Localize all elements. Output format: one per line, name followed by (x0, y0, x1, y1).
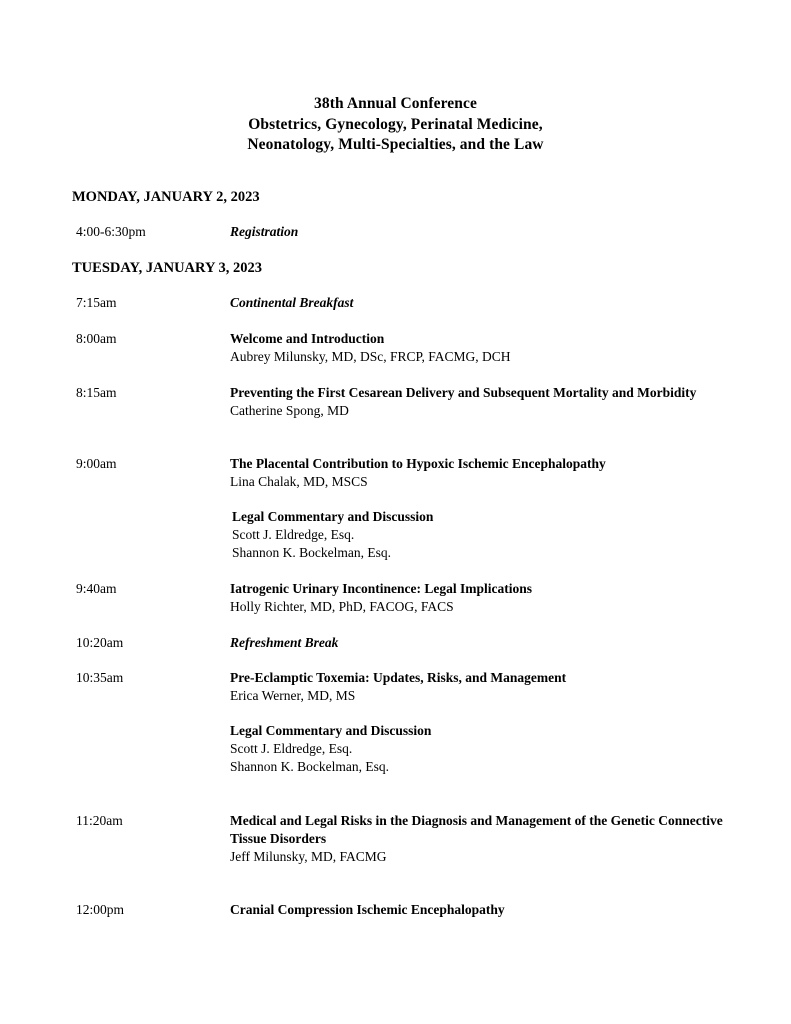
document-title-block (0, 94, 791, 156)
agenda-entry-speaker: Scott J. Eldredge, Esq. (230, 741, 353, 756)
agenda-entry-speaker: Lina Chalak, MD, MSCS (230, 474, 368, 489)
agenda-entry-content (230, 455, 740, 491)
agenda-entry-content (230, 294, 740, 312)
agenda-entry-title: Cranial Compression Ischemic Encephalopathy (230, 902, 505, 917)
agenda-entry-time: 10:20am (76, 635, 124, 650)
agenda-entry-content (230, 722, 740, 776)
agenda-entry-title: Continental Breakfast (230, 295, 354, 310)
agenda-entry-title: Preventing the First Cesarean Delivery and Subsequent Mortality and Morbidity (230, 385, 697, 400)
conference-title-line-2: Obstetrics, Gynecology, Perinatal Medicine, (248, 115, 543, 133)
agenda-entry-content (232, 508, 742, 562)
agenda-entry-content (230, 634, 740, 652)
agenda-entry-title: Iatrogenic Urinary Incontinence: Legal Implications (230, 581, 532, 596)
agenda-entry-title: The Placental Contribution to Hypoxic Ischemic Encephalopathy (230, 456, 606, 471)
agenda-entry-time: 8:00am (76, 331, 117, 346)
agenda-entry-speaker: Shannon K. Bockelman, Esq. (230, 759, 389, 774)
agenda-entry-time: 7:15am (76, 295, 117, 310)
agenda-entry-title: Legal Commentary and Discussion (232, 509, 434, 524)
agenda-entry-content (230, 580, 740, 616)
conference-title-line-3: Neonatology, Multi-Specialties, and the Law (247, 136, 544, 153)
agenda-entry-speaker: Catherine Spong, MD (230, 403, 349, 418)
agenda-entry-speaker: Shannon K. Bockelman, Esq. (232, 545, 391, 560)
agenda-day-header: MONDAY, JANUARY 2, 2023 (72, 189, 260, 205)
agenda-entry-content (230, 330, 740, 366)
agenda-entry-speaker: Jeff Milunsky, MD, FACMG (230, 849, 387, 864)
agenda-entry-time: 12:00pm (76, 902, 125, 917)
agenda-entry-content (230, 669, 740, 705)
agenda-entry-content (230, 812, 740, 866)
agenda-entry-time: 8:15am (76, 385, 117, 400)
agenda-entry-time: 11:20am (76, 813, 123, 828)
agenda-entry-speaker: Erica Werner, MD, MS (230, 688, 356, 703)
agenda-entry-time: 9:00am (76, 456, 117, 471)
agenda-entry-title: Refreshment Break (230, 635, 339, 650)
agenda-entry-speaker: Holly Richter, MD, PhD, FACOG, FACS (230, 599, 454, 614)
agenda-entry-title: Medical and Legal Risks in the Diagnosis and Management of the Genetic Connective Tissue Disorders (230, 813, 723, 846)
agenda-entry-title: Welcome and Introduction (230, 331, 385, 346)
agenda-entry-time: 9:40am (76, 581, 117, 596)
agenda-entry-speaker: Scott J. Eldredge, Esq. (232, 527, 355, 542)
agenda-entry-time: 10:35am (76, 670, 124, 685)
agenda-entry-time: 4:00-6:30pm (76, 224, 146, 239)
agenda-entry-title: Registration (230, 224, 299, 239)
agenda-day-header: TUESDAY, JANUARY 3, 2023 (72, 260, 263, 276)
agenda-entry-content (230, 384, 740, 420)
agenda-entry-content (230, 901, 740, 919)
agenda-entry-title: Pre-Eclamptic Toxemia: Updates, Risks, and Management (230, 670, 567, 685)
conference-title-line-1: 38th Annual Conference (314, 95, 477, 112)
agenda-entry-speaker: Aubrey Milunsky, MD, DSc, FRCP, FACMG, DCH (230, 349, 511, 364)
agenda-entry-title: Legal Commentary and Discussion (230, 723, 432, 738)
agenda-entry-content (230, 223, 740, 241)
